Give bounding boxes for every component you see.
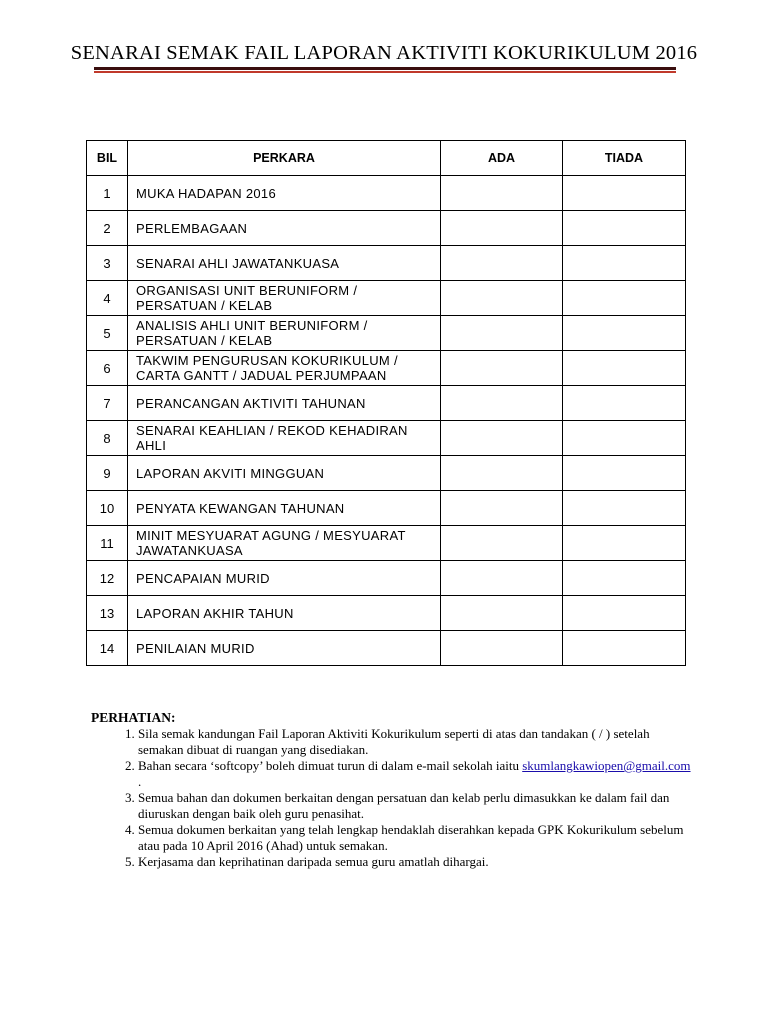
row-bil-cell: 11 [87, 526, 128, 561]
row-tiada-checkbox-cell[interactable] [563, 456, 686, 491]
table-row [87, 281, 686, 316]
row-bil-cell: 2 [87, 211, 128, 246]
row-perkara-cell: PENILAIAN MURID [128, 631, 441, 666]
row-bil-cell: 5 [87, 316, 128, 351]
row-bil-cell: 13 [87, 596, 128, 631]
checklist-table [86, 140, 686, 666]
row-perkara-cell: PENYATA KEWANGAN TAHUNAN [128, 491, 441, 526]
row-tiada-checkbox-cell[interactable] [563, 351, 686, 386]
notes-list [91, 726, 691, 870]
row-bil-cell: 6 [87, 351, 128, 386]
table-row [87, 526, 686, 561]
title-rule-dark [94, 67, 676, 70]
row-bil-cell: 14 [87, 631, 128, 666]
checklist-body [87, 176, 686, 666]
row-perkara-cell: PERANCANGAN AKTIVITI TAHUNAN [128, 386, 441, 421]
table-row [87, 316, 686, 351]
row-ada-checkbox-cell[interactable] [441, 316, 563, 351]
table-header-row [87, 141, 686, 176]
note-item [138, 854, 691, 870]
title-rule-red [94, 71, 676, 73]
row-perkara-cell: SENARAI AHLI JAWATANKUASA [128, 246, 441, 281]
table-row [87, 456, 686, 491]
note-item [138, 758, 691, 790]
row-ada-checkbox-cell[interactable] [441, 561, 563, 596]
table-row [87, 386, 686, 421]
table-row [87, 421, 686, 456]
row-ada-checkbox-cell[interactable] [441, 386, 563, 421]
row-bil-cell: 10 [87, 491, 128, 526]
row-tiada-checkbox-cell[interactable] [563, 421, 686, 456]
row-perkara-cell: LAPORAN AKVITI MINGGUAN [128, 456, 441, 491]
table-row [87, 351, 686, 386]
row-perkara-cell: ORGANISASI UNIT BERUNIFORM / PERSATUAN / KELAB [128, 281, 441, 316]
row-perkara-cell: ANALISIS AHLI UNIT BERUNIFORM / PERSATUAN / KELAB [128, 316, 441, 351]
row-tiada-checkbox-cell[interactable] [563, 491, 686, 526]
table-row [87, 631, 686, 666]
row-bil-cell: 4 [87, 281, 128, 316]
row-perkara-cell: LAPORAN AKHIR TAHUN [128, 596, 441, 631]
row-ada-checkbox-cell[interactable] [441, 491, 563, 526]
row-tiada-checkbox-cell[interactable] [563, 596, 686, 631]
row-tiada-checkbox-cell[interactable] [563, 316, 686, 351]
row-perkara-cell: MINIT MESYUARAT AGUNG / MESYUARAT JAWATANKUASA [128, 526, 441, 561]
row-bil-cell: 8 [87, 421, 128, 456]
email-link[interactable]: skumlangkawiopen@gmail.com [522, 758, 691, 773]
row-tiada-checkbox-cell[interactable] [563, 526, 686, 561]
header-bil: BIL [87, 141, 128, 176]
row-tiada-checkbox-cell[interactable] [563, 631, 686, 666]
notes-heading: PERHATIAN: [91, 710, 176, 725]
row-ada-checkbox-cell[interactable] [441, 596, 563, 631]
note-text: Sila semak kandungan Fail Laporan Aktiviti Kokurikulum seperti di atas dan tandakan ( / ) setelah semakan dibuat di ruangan yang disediakan. [138, 726, 650, 757]
row-perkara-cell: PERLEMBAGAAN [128, 211, 441, 246]
row-ada-checkbox-cell[interactable] [441, 631, 563, 666]
row-perkara-cell: SENARAI KEAHLIAN / REKOD KEHADIRAN AHLI [128, 421, 441, 456]
row-ada-checkbox-cell[interactable] [441, 246, 563, 281]
row-ada-checkbox-cell[interactable] [441, 211, 563, 246]
header-perkara: PERKARA [128, 141, 441, 176]
row-perkara-cell: PENCAPAIAN MURID [128, 561, 441, 596]
row-bil-cell: 12 [87, 561, 128, 596]
row-tiada-checkbox-cell[interactable] [563, 176, 686, 211]
table-row [87, 211, 686, 246]
header-tiada: TIADA [563, 141, 686, 176]
table-row [87, 561, 686, 596]
row-ada-checkbox-cell[interactable] [441, 176, 563, 211]
row-bil-cell: 1 [87, 176, 128, 211]
table-row [87, 596, 686, 631]
row-bil-cell: 3 [87, 246, 128, 281]
table-row [87, 246, 686, 281]
row-ada-checkbox-cell[interactable] [441, 351, 563, 386]
table-row [87, 491, 686, 526]
row-bil-cell: 9 [87, 456, 128, 491]
note-item [138, 726, 691, 758]
row-ada-checkbox-cell[interactable] [441, 281, 563, 316]
note-suffix: . [138, 774, 142, 789]
row-ada-checkbox-cell[interactable] [441, 456, 563, 491]
note-text: Bahan secara ‘softcopy’ boleh dimuat turun di dalam e-mail sekolah iaitu [138, 758, 523, 773]
row-ada-checkbox-cell[interactable] [441, 526, 563, 561]
row-ada-checkbox-cell[interactable] [441, 421, 563, 456]
row-perkara-cell: TAKWIM PENGURUSAN KOKURIKULUM / CARTA GANTT / JADUAL PERJUMPAAN [128, 351, 441, 386]
row-tiada-checkbox-cell[interactable] [563, 386, 686, 421]
note-item [138, 822, 691, 854]
row-bil-cell: 7 [87, 386, 128, 421]
notes-section [91, 710, 691, 870]
note-item [138, 790, 691, 822]
note-text: Semua bahan dan dokumen berkaitan dengan persatuan dan kelab perlu dimasukkan ke dalam fail dan diuruskan dengan baik oleh guru penasihat. [138, 790, 670, 821]
note-text: Semua dokumen berkaitan yang telah lengkap hendaklah diserahkan kepada GPK Kokurikulum sebelum atau pada 10 April 2016 (Ahad) untuk semakan. [138, 822, 684, 853]
row-tiada-checkbox-cell[interactable] [563, 211, 686, 246]
row-tiada-checkbox-cell[interactable] [563, 561, 686, 596]
page-title: SENARAI SEMAK FAIL LAPORAN AKTIVITI KOKURIKULUM 2016 [70, 42, 698, 64]
header-ada: ADA [441, 141, 563, 176]
row-perkara-cell: MUKA HADAPAN 2016 [128, 176, 441, 211]
row-tiada-checkbox-cell[interactable] [563, 246, 686, 281]
note-text: Kerjasama dan keprihatinan daripada semua guru amatlah dihargai. [138, 854, 489, 869]
row-tiada-checkbox-cell[interactable] [563, 281, 686, 316]
table-row [87, 176, 686, 211]
